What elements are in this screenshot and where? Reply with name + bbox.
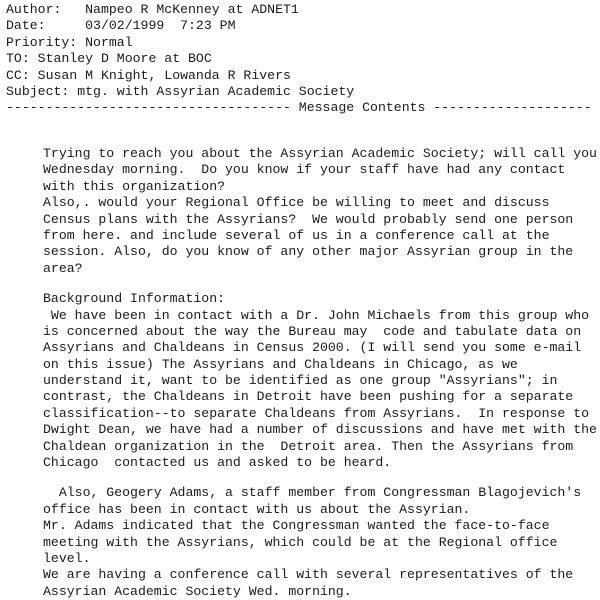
body-line: Chaldean organization in the Detroit area. Then the Assyrians from xyxy=(43,438,574,454)
paragraph-inquiry xyxy=(43,146,599,277)
body-line: with this organization? xyxy=(43,178,226,194)
body-line: contrast, the Chaldeans in Detroit have been pushing for a separate xyxy=(43,389,574,405)
body-line: meeting with the Assyrians, which could be at the Regional office xyxy=(43,534,558,550)
body-line: is concerned about the way the Bureau may code and tabulate data on xyxy=(43,323,582,339)
paragraph-background xyxy=(43,291,599,471)
body-line: Dwight Dean, we have had a number of discussions and have met with the xyxy=(43,422,597,438)
body-line: office has been in contact with us about the Assyrian. xyxy=(43,501,471,517)
body-line: from here. and include several of us in a conference call at the xyxy=(43,227,550,243)
body-line: Assyrians and Chaldeans in Census 2000. (I will send you some e-mail xyxy=(43,340,582,356)
body-line: Assyrian Academic Society Wed. morning. xyxy=(43,583,352,599)
body-line: area? xyxy=(43,260,83,276)
date-line: Date: 03/02/1999 7:23 PM xyxy=(6,18,236,34)
body-line: Mr. Adams indicated that the Congressman wanted the face-to-face xyxy=(43,518,550,534)
body-line: We are having a conference call with several representatives of the xyxy=(43,567,574,583)
priority-line: Priority: Normal xyxy=(6,34,133,50)
body-line: understand it, want to be identified as one group "Assyrians"; in xyxy=(43,373,558,389)
body-line: session. Also, do you know of any other major Assyrian group in the xyxy=(43,244,574,260)
body-line: Trying to reach you about the Assyrian Academic Society; will call you xyxy=(43,146,597,161)
body-line: classification--to separate Chaldeans from Assyrians. In response to xyxy=(43,405,590,421)
body-line: level. xyxy=(43,550,91,566)
author-line: Author: Nampeo R McKenney at ADNET1 xyxy=(6,2,299,17)
body-line: Also, Geogery Adams, a staff member from Congressman Blagojevich's xyxy=(43,485,582,501)
message-header xyxy=(6,2,598,117)
body-line: on this issue) The Assyrians and Chaldeans in Chicago, as we xyxy=(43,356,518,372)
subject-line: Subject: mtg. with Assyrian Academic Society xyxy=(6,83,355,99)
body-line: Also,. would your Regional Office be willing to meet and discuss xyxy=(43,195,550,211)
message-contents-separator: ------------------------------------ Message Contents -------------------- xyxy=(6,100,592,116)
message-body xyxy=(43,146,599,600)
paragraph-congressman xyxy=(43,485,599,600)
body-line: Background Information: xyxy=(43,291,226,307)
cc-line: CC: Susan M Knight, Lowanda R Rivers xyxy=(6,67,291,83)
body-line: We have been in contact with a Dr. John Michaels from this group who xyxy=(43,307,590,323)
body-line: Chicago contacted us and asked to be heard. xyxy=(43,455,392,471)
to-line: TO: Stanley D Moore at BOC xyxy=(6,51,212,67)
body-line: Census plans with the Assyrians? We would probably send one person xyxy=(43,211,574,227)
body-line: Wednesday morning. Do you know if your staff have had any contact xyxy=(43,162,566,178)
